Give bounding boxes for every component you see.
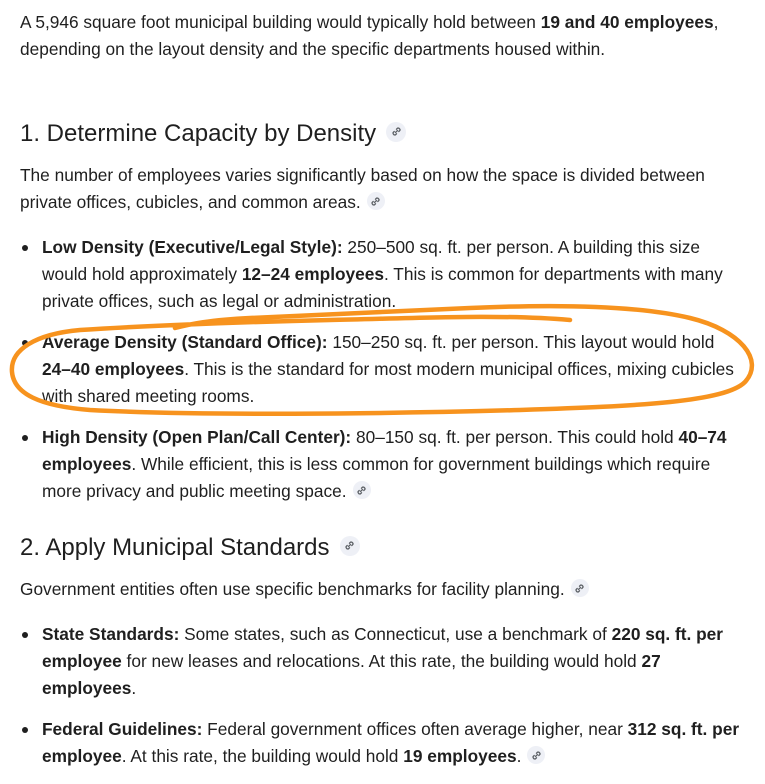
section-heading-standards (20, 532, 360, 564)
item-label: Average Density (Standard Office): (42, 332, 328, 352)
link-icon (574, 583, 585, 594)
item-text: Federal government offices often average higher, near (202, 719, 628, 739)
source-link-button[interactable] (386, 122, 406, 142)
list-item-average-density (20, 329, 740, 410)
link-icon (370, 196, 381, 207)
item-highlight: 12–24 employees (241, 264, 385, 284)
source-link-button[interactable] (527, 746, 545, 764)
lead-text: The number of employees varies significantly based on how the space is divided between private offices, cubicles, and common areas. (20, 165, 705, 212)
source-link-button[interactable] (367, 192, 385, 210)
item-text: 250–500 sq. ft. per person. A building this size would hold approximately (42, 237, 700, 284)
link-icon (344, 540, 355, 551)
item-highlight: 27 employees (42, 651, 661, 698)
item-text: . (131, 678, 137, 698)
item-text: . While efficient, this is less common for government buildings which require more privacy and public meeting space. (42, 454, 711, 501)
item-text: . This is common for departments with many private offices, such as legal or administration. (42, 264, 723, 311)
item-highlight: 312 sq. ft. per employee (42, 719, 740, 766)
item-text: . (516, 746, 522, 766)
item-text: . At this rate, the building would hold (121, 746, 404, 766)
item-text: Some states, such as Connecticut, use a benchmark of (179, 624, 612, 644)
link-icon (356, 485, 367, 496)
item-label: Federal Guidelines: (42, 719, 203, 739)
item-text: 80–150 sq. ft. per person. This could hold (351, 427, 679, 447)
intro-paragraph (20, 9, 735, 63)
intro-highlight: 19 and 40 employees (540, 12, 714, 32)
density-list (20, 234, 740, 519)
section-lead-density (20, 162, 735, 216)
lead-text: Government entities often use specific benchmarks for facility planning. (20, 579, 565, 599)
item-text: 150–250 sq. ft. per person. This layout would hold (327, 332, 715, 352)
item-highlight: 19 employees (403, 746, 517, 766)
item-label: Low Density (Executive/Legal Style): (42, 237, 343, 257)
item-label: State Standards: (42, 624, 180, 644)
section-heading-density (20, 118, 406, 150)
source-link-button[interactable] (353, 481, 371, 499)
list-item-state-standards (20, 621, 740, 702)
intro-text: A 5,946 square foot municipal building would typically hold between (20, 12, 541, 32)
list-item-low-density (20, 234, 740, 315)
standards-list (20, 621, 740, 784)
intro-text-end: , depending on the layout density and the specific departments housed within. (20, 12, 719, 59)
link-icon (391, 126, 402, 137)
source-link-button[interactable] (340, 536, 360, 556)
item-text: . This is the standard for most modern municipal offices, mixing cubicles with shared meeting rooms. (42, 359, 734, 406)
list-item-high-density (20, 424, 740, 505)
section-lead-standards (20, 576, 735, 603)
source-link-button[interactable] (571, 579, 589, 597)
item-text: for new leases and relocations. At this rate, the building would hold (121, 651, 642, 671)
item-label: High Density (Open Plan/Call Center): (42, 427, 352, 447)
item-highlight: 220 sq. ft. per employee (42, 624, 724, 671)
list-item-federal-guidelines (20, 716, 740, 770)
item-highlight: 40–74 employees (42, 427, 727, 474)
section-heading-text: 2. Apply Municipal Standards (20, 534, 330, 561)
item-highlight: 24–40 employees (42, 359, 185, 379)
section-heading-text: 1. Determine Capacity by Density (20, 120, 377, 147)
link-icon (531, 750, 542, 761)
